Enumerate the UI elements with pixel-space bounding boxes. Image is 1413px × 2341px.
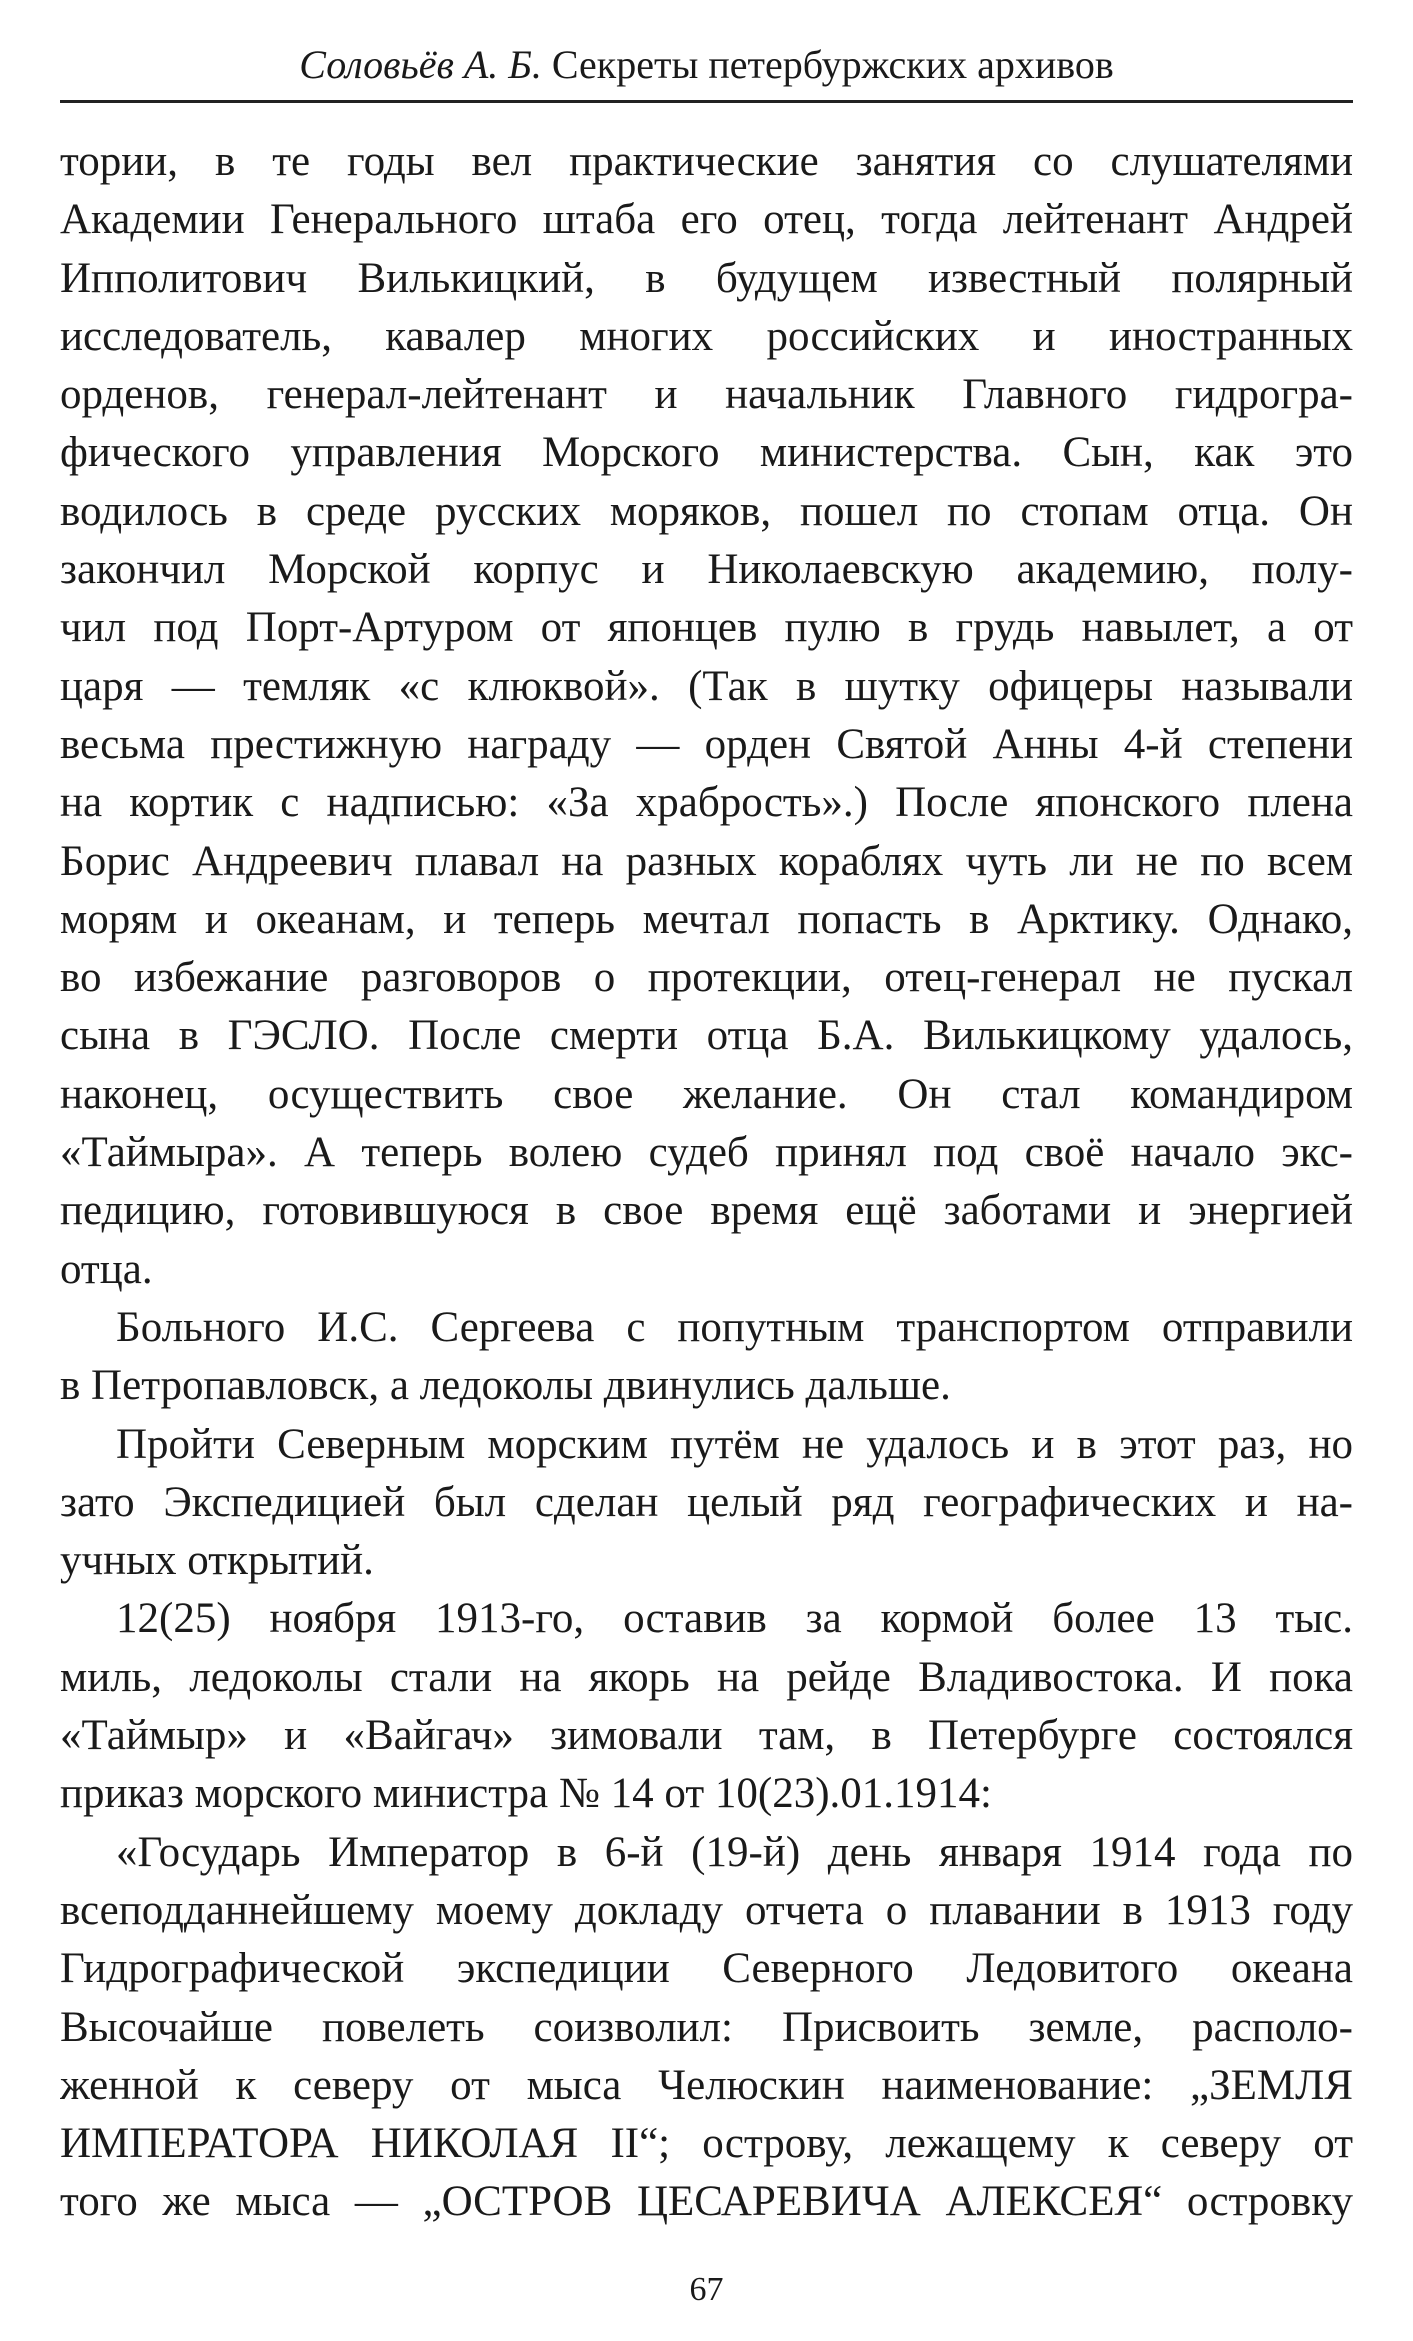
text-line: фического управления Морского министерства. Сын, как это [60, 429, 1353, 477]
text-line: Гидрографической экспедиции Северного Ледовитого океана [60, 1945, 1353, 1993]
text-line: 12(25) ноября 1913-го, оставив за кормой более 13 тыс. [116, 1595, 1353, 1643]
text-line: царя — темляк «с клюквой». (Так в шутку офицеры называли [60, 662, 1353, 710]
text-line: во избежание разговоров о протекции, отец-генерал не пускал [60, 954, 1353, 1002]
text-line: орденов, генерал-лейтенант и начальник Главного гидрогра- [60, 371, 1353, 419]
text-line: водилось в среде русских моряков, пошел по стопам отца. Он [60, 487, 1353, 535]
header-author: Соловьёв А. Б. [299, 42, 542, 87]
body-text [60, 133, 1353, 2232]
text-line: миль, ледоколы стали на якорь на рейде Владивостока. И пока [60, 1653, 1353, 1701]
text-line: учных открытий. [60, 1537, 374, 1585]
text-line: Борис Андреевич плавал на разных кораблях чуть ли не по всем [60, 837, 1353, 885]
text-line: весьма престижную награду — орден Святой Анны 4-й степени [60, 720, 1353, 768]
text-line: наконец, осуществить свое желание. Он стал командиром [60, 1070, 1353, 1118]
text-line: Академии Генерального штаба его отец, тогда лейтенант Андрей [60, 196, 1353, 244]
text-line: исследователь, кавалер многих российских и иностранных [60, 312, 1353, 360]
text-line: Больного И.С. Сергеева с попутным транспортом отправили [116, 1303, 1353, 1351]
text-line: чил под Порт-Артуром от японцев пулю в грудь навылет, а от [60, 604, 1353, 652]
header-title: Секреты петербуржских архивов [551, 42, 1114, 87]
text-line: «Таймыра». А теперь волею судеб принял под своё начало экс- [60, 1129, 1353, 1177]
running-header [60, 30, 1353, 103]
text-line: ИМПЕРАТОРА НИКОЛАЯ II“; острову, лежащему к северу от [60, 2120, 1353, 2168]
text-line: морям и океанам, и теперь мечтал попасть в Арктику. Однако, [60, 895, 1353, 943]
text-line: «Государь Император в 6-й (19-й) день января 1914 года по [116, 1828, 1353, 1876]
text-line: тории, в те годы вел практические занятия со слушателями [60, 138, 1353, 185]
text-line: закончил Морской корпус и Николаевскую академию, полу- [60, 546, 1353, 594]
text-line: Ипполитович Вилькицкий, в будущем известный полярный [60, 254, 1353, 302]
text-line: Пройти Северным морским путём не удалось и в этот раз, но [116, 1420, 1353, 1468]
text-line: всеподданнейшему моему докладу отчета о плавании в 1913 году [60, 1886, 1353, 1934]
text-line: зато Экспедицией был сделан целый ряд географических и на- [60, 1478, 1353, 1526]
page-number: 67 [689, 2271, 724, 2308]
text-line: сына в ГЭСЛО. После смерти отца Б.А. Вилькицкому удалось, [60, 1012, 1353, 1060]
text-line: Высочайше повелеть соизволил: Присвоить земле, располо- [60, 2003, 1353, 2051]
text-line: на кортик с надписью: «За храбрость».) После японского плена [60, 779, 1353, 827]
text-line: женной к северу от мыса Челюскин наименование: „ЗЕМЛЯ [60, 2061, 1353, 2109]
text-line: того же мыса — „ОСТРОВ ЦЕСАРЕВИЧА АЛЕКСЕЯ“ островку [60, 2178, 1353, 2226]
text-line: «Таймыр» и «Вайгач» зимовали там, в Петербурге состоялся [60, 1712, 1353, 1760]
text-line: отца. [60, 1245, 153, 1293]
text-line: приказ морского министра № 14 от 10(23).01.1914: [60, 1770, 992, 1818]
text-line: в Петропавловск, а ледоколы двинулись дальше. [60, 1362, 951, 1410]
text-line: педицию, готовившуюся в свое время ещё заботами и энергией [60, 1187, 1353, 1235]
